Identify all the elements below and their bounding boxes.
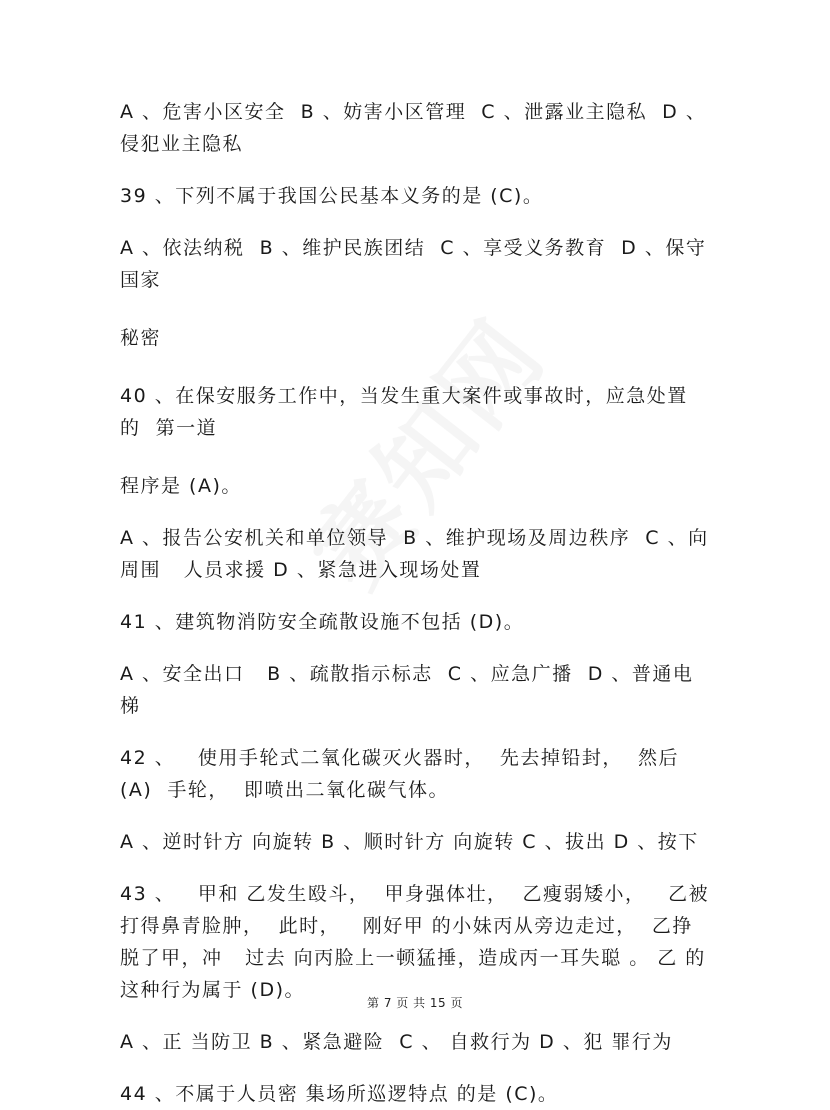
answer-options-41: A 、安全出口 B 、疏散指示标志 C 、应急广播 D 、普通电梯 [120,663,694,717]
question-41: 41 、建筑物消防安全疏散设施不包括 (D)。 [120,611,525,633]
question-44: 44 、不属于人员密 集场所巡逻特点 的是 (C)。 [120,1083,559,1105]
answer-options-39: A 、依法纳税 B 、维护民族团结 C 、享受义务教育 D 、保守国家 [120,237,707,291]
answer-options-42: A 、逆时针方 向旋转 B 、顺时针方 向旋转 C 、拔出 D 、按下 [120,831,699,853]
answer-options-38: A 、危害小区安全 B 、妨害小区管理 C 、泄露业主隐私 D 、侵犯业主隐私 [120,101,707,155]
answer-options-39-continued: 秘密 [120,327,162,349]
page-number-footer: 第 7 页 共 15 页 [367,996,463,1010]
answer-options-40: A 、报告公安机关和单位领导 B 、维护现场及周边秩序 C 、向周围 人员求援 D 、紧急进入现场处置 [120,527,709,581]
question-39: 39 、下列不属于我国公民基本义务的是 (C)。 [120,185,544,207]
answer-options-43: A 、正 当防卫 B 、紧急避险 C 、 自救行为 D 、犯 罪行为 [120,1031,673,1053]
document-body [120,96,710,1110]
question-42: 42 、 使用手轮式二氧化碳灭火器时， 先去掉铅封， 然后 (A) 手轮， 即喷出二氧化碳气体。 [120,747,687,801]
question-43: 43 、 甲和 乙发生殴斗， 甲身强体壮， 乙瘦弱矮小， 乙被打得鼻青脸肿， 此时， 刚好甲 的小妹丙从旁边走过， 乙挣脱了甲，冲 过去 向丙脸上一顿猛捶，造成丙一耳失聪 。 乙 的这种行为属于 (D)。 [120,883,710,1001]
question-40: 40 、在保安服务工作中，当发生重大案件或事故时，应急处置 的 第一道 [120,385,696,439]
question-40-continued: 程序是 (A)。 [120,475,242,497]
